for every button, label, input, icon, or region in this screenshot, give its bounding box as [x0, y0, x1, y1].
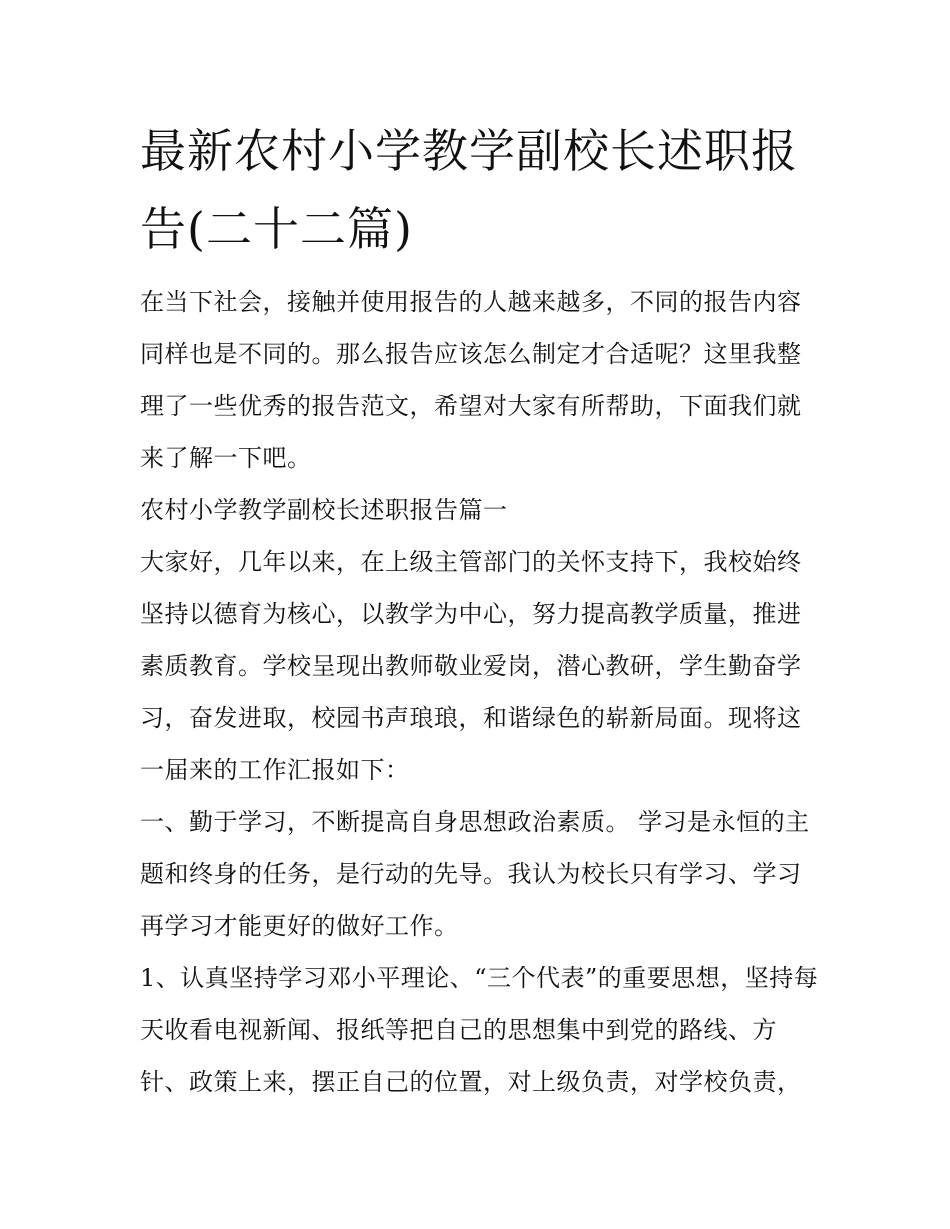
document-title: 最新农村小学教学副校长述职报告(二十二篇)	[140, 124, 798, 256]
body-paragraph: 大家好，几年以来，在上级主管部门的关怀支持下，我校始终坚持以德育为核心，以教学为中心，努力提高教学质量，推进素质教育。学校呈现出教师敬业爱岗，潜心教研，学生勤奋学习，奋发进取，校园书声琅琅，和谐绿色的崭新局面。现将这一届来的工作汇报如下：	[140, 548, 802, 784]
section-heading: 农村小学教学副校长述职报告篇一	[140, 496, 508, 524]
intro-paragraph: 在当下社会，接触并使用报告的人越来越多，不同的报告内容同样也是不同的。那么报告应该怎么制定才合适呢？这里我整理了一些优秀的报告范文，希望对大家有所帮助，下面我们就来了解一下吧。	[140, 288, 802, 472]
document-body	[140, 276, 820, 1108]
body-paragraph: 一、勤于学习，不断提高自身思想政治素质。 学习是永恒的主题和终身的任务，是行动的先导。我认为校长只有学习、学习再学习才能更好的做好工作。	[140, 808, 810, 940]
body-paragraph: 1、认真坚持学习邓小平理论、“三个代表”的重要思想，坚持每天收看电视新闻、报纸等把自己的思想集中到党的路线、方针、政策上来，摆正自己的位置，对上级负责，对学校负责，	[140, 964, 819, 1096]
